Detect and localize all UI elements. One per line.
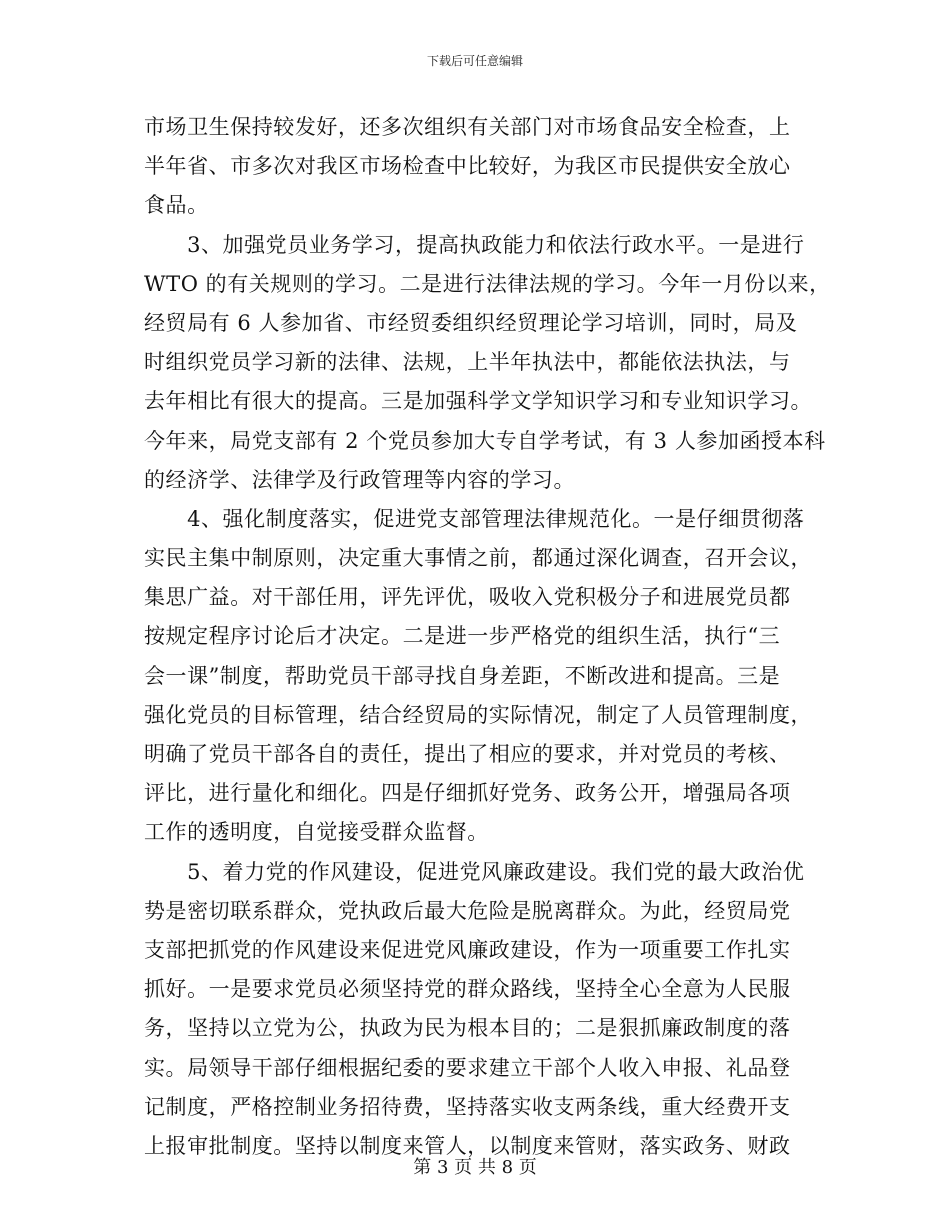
text-line: 5、着力党的作风建设，促进党风廉政建设。我们党的最大政治优 (144, 859, 805, 884)
text-line: 今年来，局党支部有 2 个党员参加大专自学考试，有 3 人参加函授本科 (144, 428, 826, 453)
text-line: 强化党员的目标管理，结合经贸局的实际情况，制定了人员管理制度， (144, 702, 813, 727)
document-body (144, 108, 831, 1166)
text-line: 务，坚持以立党为公，执政为民为根本目的；二是狠抓廉政制度的落 (144, 1016, 791, 1041)
text-line: 按规定程序讨论后才决定。二是进一步严格党的组织生活，执行“三 (144, 624, 781, 649)
text-line: 明确了党员干部各自的责任，提出了相应的要求，并对党员的考核、 (144, 742, 791, 766)
text-line: 市场卫生保持较发好，还多次组织有关部门对市场食品安全检查，上 (144, 115, 791, 139)
text-line: 4、强化制度落实，促进党支部管理法律规范化。一是仔细贯彻落 (144, 506, 805, 531)
text-line: WTO 的有关规则的学习。二是进行法律法规的学习。今年一月份以来， (144, 271, 831, 296)
text-line: 时组织党员学习新的法律、法规，上半年执法中，都能依法执法，与 (144, 350, 791, 375)
page-header: 下载后可任意编辑 (426, 54, 523, 68)
text-line: 上报审批制度。坚持以制度来管人，以制度来管财，落实政务、财政 (144, 1133, 791, 1158)
text-line: 实。局领导干部仔细根据纪委的要求建立干部个人收入申报、礼品登 (144, 1055, 791, 1080)
text-line: 集思广益。对干部任用，评先评优，吸收入党积极分子和进展党员都 (144, 585, 791, 610)
text-line: 支部把抓党的作风建设来促进党风廉政建设，作为一项重要工作扎实 (144, 937, 791, 962)
text-line: 会一课”制度，帮助党员干部寻找自身差距，不断改进和提高。三是 (144, 663, 781, 688)
text-line: 实民主集中制原则，决定重大事情之前，都通过深化调查，召开会议， (144, 546, 813, 571)
page-number: 第 3 页 共 8 页 (413, 1157, 537, 1178)
text-line: 经贸局有 6 人参加省、市经贸委组织经贸理论学习培训，同时，局及 (144, 310, 798, 335)
text-line: 记制度，严格控制业务招待费，坚持落实收支两条线，重大经费开支 (144, 1094, 791, 1119)
text-line: 评比，进行量化和细化。四是仔细抓好党务、政务公开，增强局各项 (144, 781, 791, 806)
text-line: 半年省、市多次对我区市场检查中比较好，为我区市民提供安全放心 (144, 154, 791, 179)
text-line: 抓好。一是要求党员必须坚持党的群众路线，坚持全心全意为人民服 (144, 977, 791, 1002)
text-line: 食品。 (144, 193, 209, 218)
text-line: 的经济学、法律学及行政管理等内容的学习。 (144, 467, 575, 492)
text-line: 3、加强党员业务学习，提高执政能力和依法行政水平。一是进行 (144, 232, 805, 257)
text-line: 去年相比有很大的提高。三是加强科学文学知识学习和专业知识学习。 (144, 389, 813, 414)
text-line: 势是密切联系群众，党执政后最大危险是脱离群众。为此，经贸局党 (144, 898, 791, 923)
text-line: 工作的透明度，自觉接受群众监督。 (144, 820, 489, 845)
